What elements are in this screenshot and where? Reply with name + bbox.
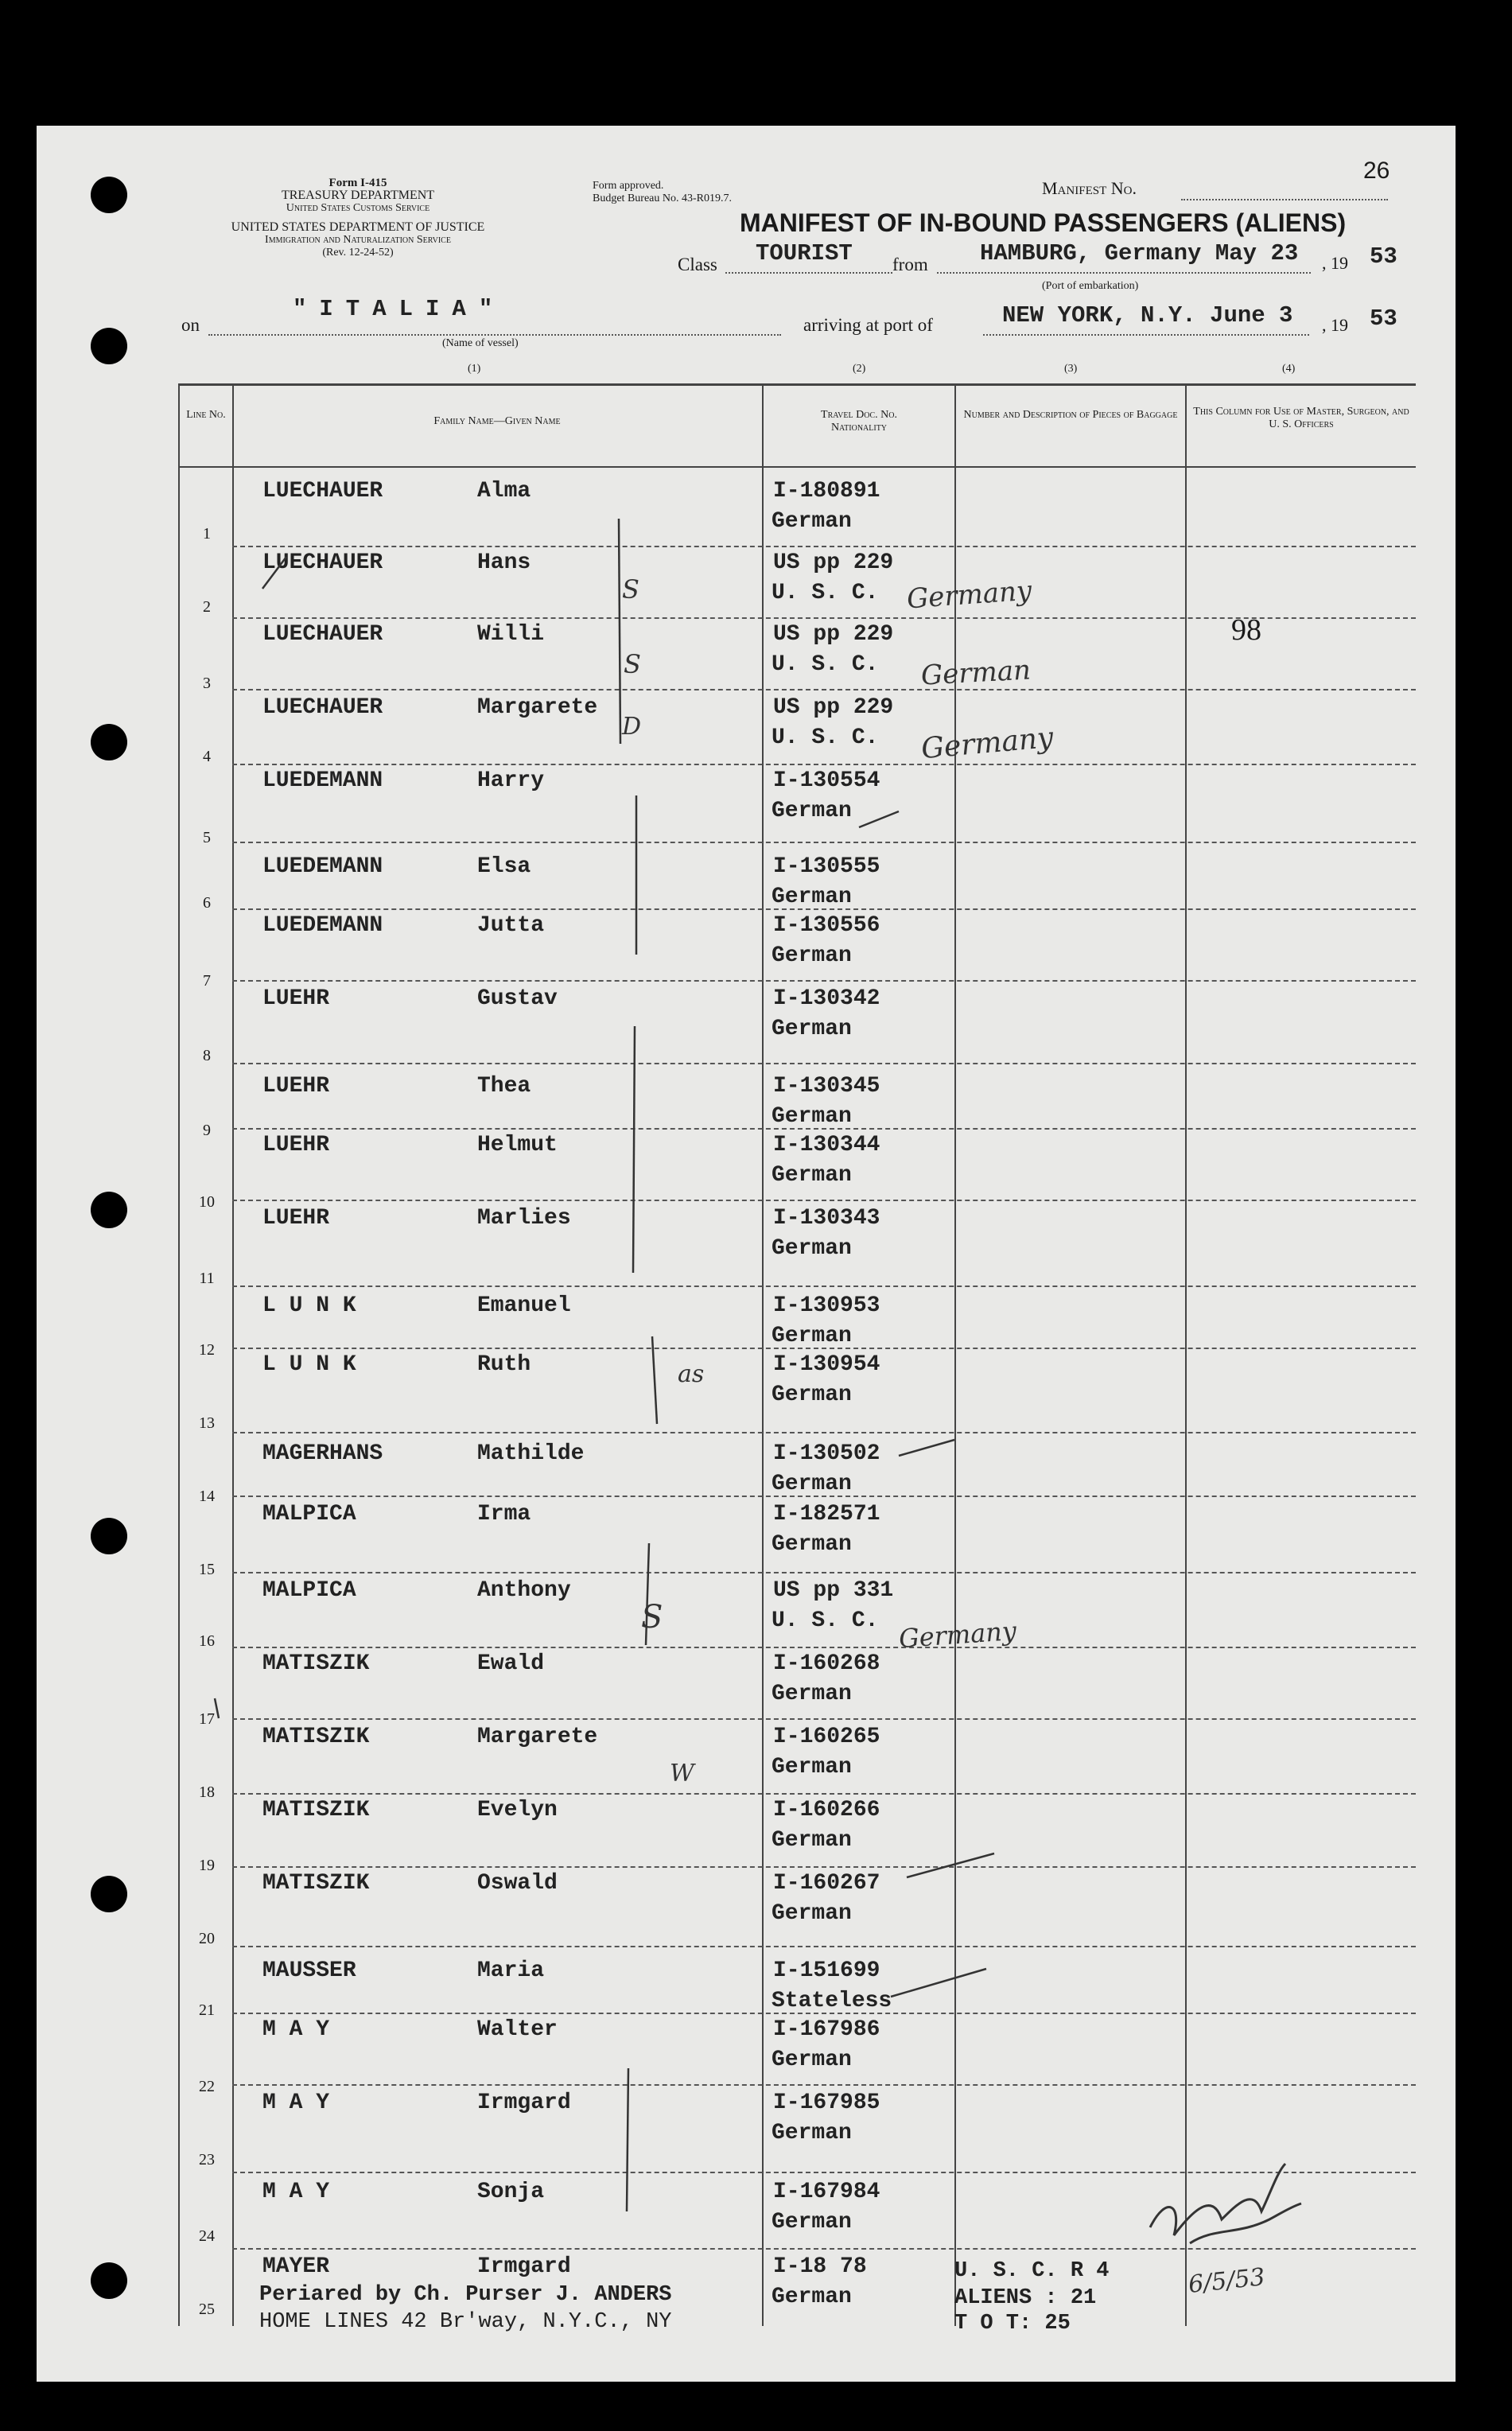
nationality: German [772,1163,852,1188]
travel-doc-number: I-130342 [773,986,880,1011]
line-number: 21 [199,2001,215,2019]
travel-doc-number: I-167984 [773,2180,880,2204]
given-name: Evelyn [477,1798,558,1822]
given-name: Willi [477,622,545,647]
travel-doc-number: US pp 331 [773,1578,894,1603]
form-id: Form I-415 [328,177,387,189]
column-number-2: (2) [853,363,866,375]
nationality: German [772,509,852,534]
customs-label: United States Customs Service [286,202,430,214]
line-number: 19 [199,1857,215,1874]
given-name: Ruth [477,1352,531,1377]
total-usc: U. S. C. R 4 [954,2259,1110,2283]
line-number: 11 [199,1270,215,1287]
revision-label: (Rev. 12-24-52) [322,247,394,259]
nationality: U. S. C. [772,1608,879,1633]
travel-doc-number: I-182571 [773,1502,880,1527]
line-number: 17 [199,1710,215,1728]
given-name: Gustav [477,986,558,1011]
header-baggage: Number and Description of Pieces of Baggage [963,409,1178,421]
line-number: 2 [203,598,211,616]
family-name: LUECHAUER [262,479,383,504]
travel-doc-number: I-130345 [773,1074,880,1099]
family-name: MALPICA [262,1502,356,1527]
given-name: Maria [477,1958,545,1983]
column-number-1: (1) [468,363,481,375]
from-value: HAMBURG, Germany May 23 [980,240,1299,266]
justice-label: UNITED STATES DEPARTMENT OF JUSTICE [231,220,485,234]
nationality: German [772,943,852,968]
family-name: MAUSSER [262,1958,356,1983]
family-name: MAGERHANS [262,1441,383,1466]
family-name: LUEHR [262,986,330,1011]
handwritten-germany: Germany [897,1615,1018,1655]
nationality: U. S. C. [772,725,879,750]
given-name: Alma [477,479,531,504]
family-name: LUECHAUER [262,622,383,647]
treasury-label: TREASURY DEPARTMENT [281,189,435,202]
handwritten-mark: D [622,713,642,741]
nationality: German [772,2285,852,2309]
line-number: 23 [199,2151,215,2168]
handwritten-mark: S [624,649,641,679]
handwritten-mark: S [622,574,639,605]
officer-number: 98 [1231,613,1261,647]
nationality: German [772,799,852,823]
line-number: 22 [199,2078,215,2095]
line-number: 20 [199,1930,215,1947]
column-number-3: (3) [1064,363,1078,375]
travel-doc-number: I-151699 [773,1958,880,1983]
travel-doc-number: I-160266 [773,1798,880,1822]
line-number: 14 [199,1488,215,1505]
travel-doc-number: US pp 229 [773,550,894,575]
budget-bureau: Budget Bureau No. 43-R019.7. [593,193,732,204]
arrival-year: 53 [1370,305,1397,332]
nationality: German [772,2048,852,2072]
header-officers: This Column for Use of Master, Surgeon, and U. S. Officers [1193,406,1409,430]
given-name: Helmut [477,1133,558,1157]
nationality: German [772,1104,852,1129]
given-name: Irmgard [477,2254,571,2279]
ins-label: Immigration and Naturalization Service [265,234,451,246]
class-value: TOURIST [756,240,853,266]
line-number: 1 [203,525,211,543]
travel-doc-number: I-130554 [773,768,880,793]
given-name: Marlies [477,1206,571,1231]
travel-doc-number: I-130555 [773,854,880,879]
on-label: on [181,315,200,335]
travel-doc-number: US pp 229 [773,695,894,720]
travel-doc-number: I-160265 [773,1725,880,1749]
family-name: LUEDEMANN [262,768,383,793]
line-number: 6 [203,894,211,912]
shipping-line-address: HOME LINES 42 Br'way, N.Y.C., NY [259,2310,672,2334]
nationality: U. S. C. [772,652,879,677]
handwritten-mark: S [641,1599,663,1636]
page-title: MANIFEST OF IN-BOUND PASSENGERS (ALIENS) [740,208,1347,237]
from-year: 53 [1370,243,1397,270]
total-aliens: ALIENS : 21 [954,2286,1097,2310]
family-name: MATISZIK [262,1651,370,1676]
handwritten-german: German [920,654,1032,692]
family-name: LUEHR [262,1074,330,1099]
given-name: Thea [477,1074,531,1099]
travel-doc-number: I-130344 [773,1133,880,1157]
family-name: MATISZIK [262,1798,370,1822]
travel-doc-number: I-167985 [773,2091,880,2115]
travel-doc-number: I-130502 [773,1441,880,1466]
port-embarkation-caption: (Port of embarkation) [1042,280,1139,292]
prepared-by: Periared by Ch. Purser J. ANDERS [259,2283,672,2307]
line-number: 16 [199,1632,215,1650]
nationality: German [772,1236,852,1261]
header-name: Family Name—Given Name [433,415,561,427]
header-travel-doc: Travel Doc. No. Nationality [821,409,897,434]
travel-doc-number: I-18 78 [773,2254,867,2279]
given-name: Harry [477,768,545,793]
travel-doc-number: I-167986 [773,2017,880,2042]
officer-signature-date: 6/5/53 [1187,2263,1267,2299]
nationality: German [772,2210,852,2235]
given-name: Irma [477,1502,531,1527]
arrival-year-prefix: , 19 [1322,315,1348,335]
given-name: Anthony [477,1578,571,1603]
handwritten-mark: W [670,1760,694,1787]
family-name: LUEDEMANN [262,913,383,938]
family-name: L U N K [262,1352,356,1377]
manifest-no-label: Manifest No. [1042,178,1137,198]
manifest-number: 26 [1363,158,1390,184]
given-name: Sonja [477,2180,545,2204]
travel-doc-number: I-130953 [773,1293,880,1318]
nationality: German [772,1017,852,1041]
total-count: T O T: 25 [954,2312,1071,2336]
line-number: 25 [199,2301,215,2318]
family-name: MATISZIK [262,1871,370,1896]
family-name: LUEDEMANN [262,854,383,879]
family-name: LUECHAUER [262,550,383,575]
given-name: Ewald [477,1651,545,1676]
travel-doc-number: I-130343 [773,1206,880,1231]
family-name: MAYER [262,2254,330,2279]
handwritten-germany: Germany [919,721,1055,766]
travel-doc-number: I-130556 [773,913,880,938]
family-name: M A Y [262,2091,330,2115]
column-number-4: (4) [1282,363,1296,375]
line-number: 24 [199,2227,215,2245]
nationality: German [772,2121,852,2145]
vessel-name: "ITALIA" [293,296,506,322]
given-name: Emanuel [477,1293,571,1318]
vessel-caption: (Name of vessel) [442,337,519,349]
family-name: MALPICA [262,1578,356,1603]
header-line-no: Line No. [186,409,226,421]
line-number: 5 [203,829,211,846]
travel-doc-number: I-180891 [773,479,880,504]
family-name: LUEHR [262,1206,330,1231]
line-number: 18 [199,1783,215,1801]
family-name: L U N K [262,1293,356,1318]
travel-doc-number: I-130954 [773,1352,880,1377]
family-name: M A Y [262,2017,330,2042]
family-name: MATISZIK [262,1725,370,1749]
line-number: 10 [199,1193,215,1211]
nationality: German [772,1383,852,1407]
line-number: 15 [199,1561,215,1578]
nationality: German [772,1324,852,1348]
nationality: German [772,1828,852,1853]
handwritten-mark: as [678,1360,705,1388]
given-name: Jutta [477,913,545,938]
arriving-label: arriving at port of [803,315,933,335]
family-name: M A Y [262,2180,330,2204]
line-number: 7 [203,972,211,990]
nationality: German [772,1755,852,1779]
nationality: German [772,1472,852,1496]
given-name: Walter [477,2017,558,2042]
given-name: Margarete [477,695,598,720]
form-approved: Form approved. [593,180,664,192]
travel-doc-number: US pp 229 [773,622,894,647]
nationality: U. S. C. [772,581,879,605]
line-number: 9 [203,1122,211,1139]
nationality: German [772,1682,852,1706]
travel-doc-number: I-160268 [773,1651,880,1676]
family-name: LUEHR [262,1133,330,1157]
line-number: 13 [199,1414,215,1432]
handwritten-germany: Germany [905,574,1033,616]
given-name: Elsa [477,854,531,879]
from-year-prefix: , 19 [1322,253,1348,273]
class-label: Class [678,255,717,274]
line-number: 8 [203,1047,211,1064]
given-name: Mathilde [477,1441,585,1466]
family-name: LUECHAUER [262,695,383,720]
nationality: German [772,1901,852,1926]
line-number: 4 [203,748,211,765]
nationality: German [772,885,852,909]
from-label: from [892,255,928,274]
line-number: 12 [199,1341,215,1359]
arrival-value: NEW YORK, N.Y. June 3 [1002,302,1293,329]
given-name: Margarete [477,1725,598,1749]
travel-doc-number: I-160267 [773,1871,880,1896]
nationality: Stateless [772,1989,892,2013]
nationality: German [772,1532,852,1557]
given-name: Irmgard [477,2091,571,2115]
line-number: 3 [203,675,211,692]
given-name: Hans [477,550,531,575]
given-name: Oswald [477,1871,558,1896]
